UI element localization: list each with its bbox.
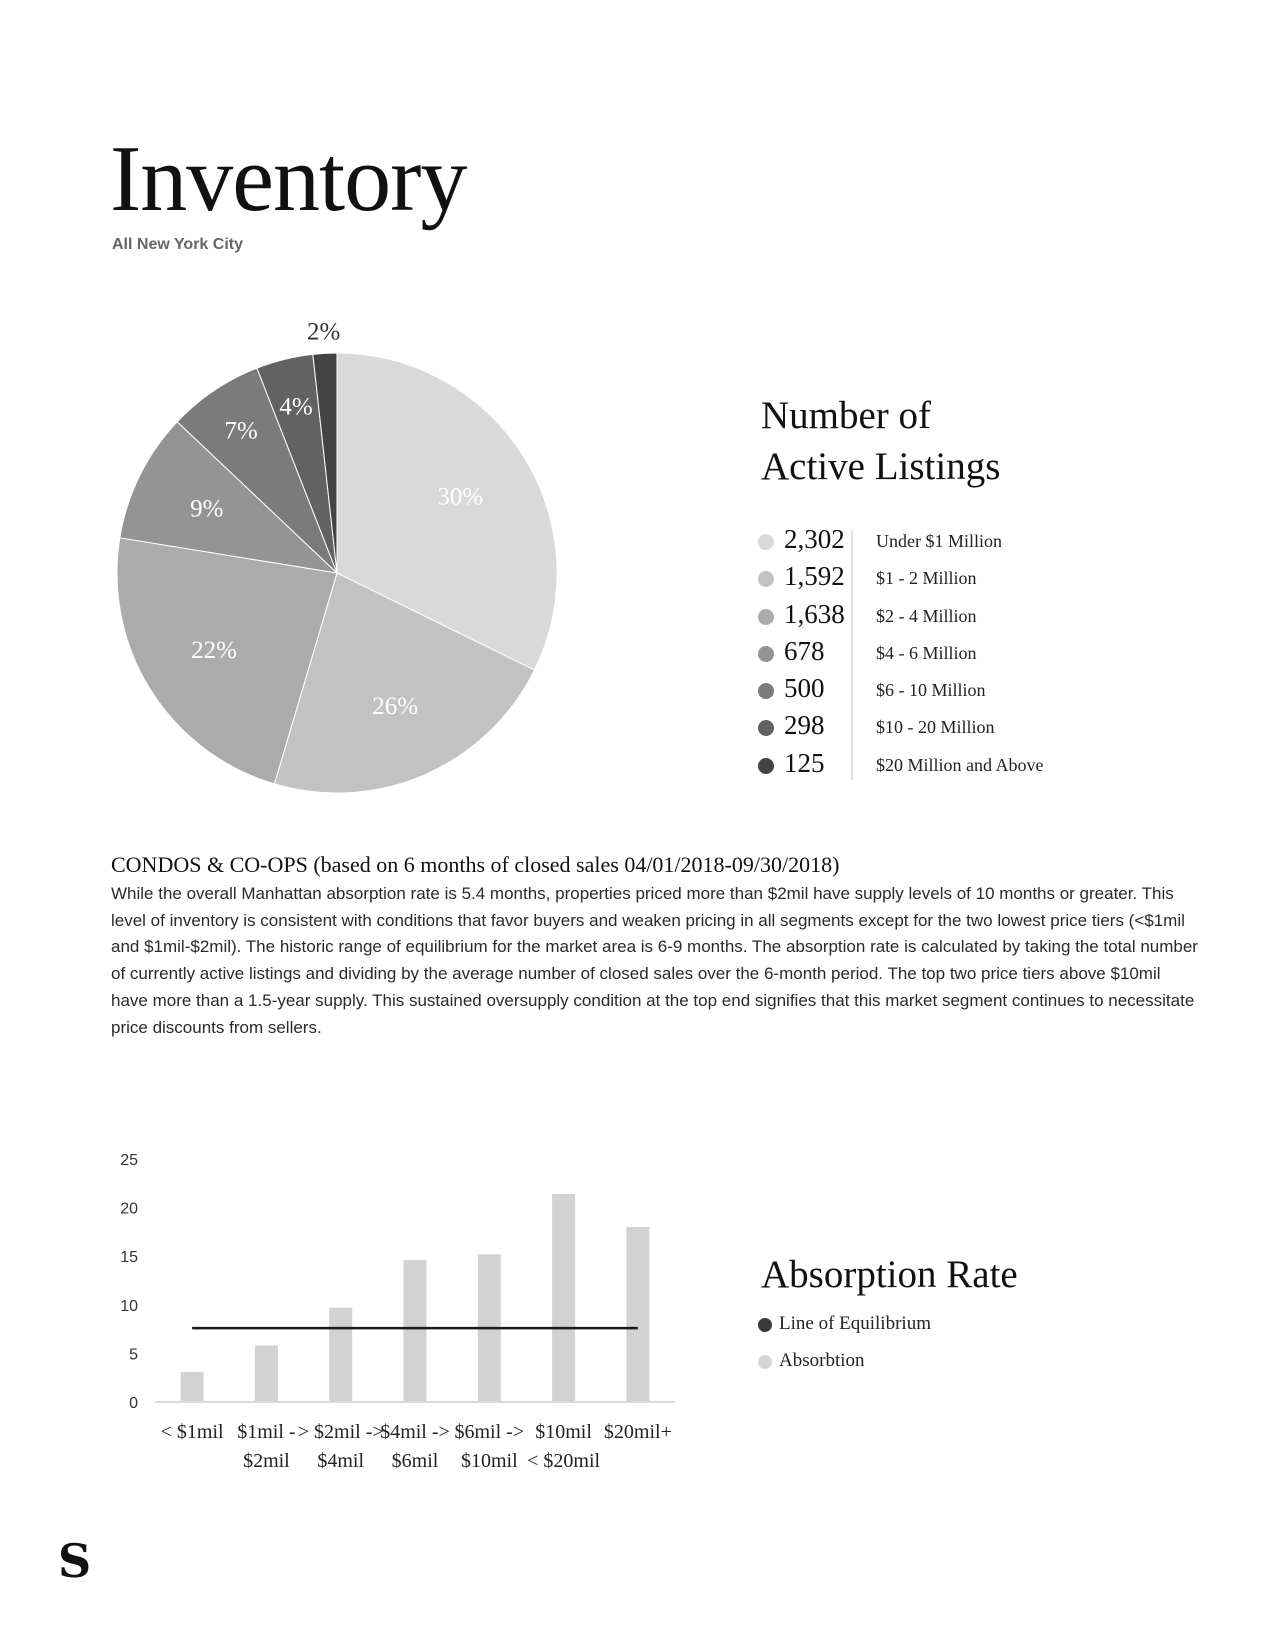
legend-count: 500 (784, 673, 825, 704)
absorption-bar (552, 1194, 575, 1402)
legend-range: $4 - 6 Million (876, 642, 977, 663)
legend-dot-icon (758, 571, 774, 587)
x-axis-tick-label: $6mil -> (454, 1421, 525, 1443)
absorption-legend-label: Absorbtion (779, 1350, 865, 1371)
legend-dot-icon (758, 646, 774, 662)
legend-range: $2 - 4 Million (876, 605, 977, 626)
absorption-legend-label: Line of Equilibrium (779, 1313, 931, 1334)
legend-range: $1 - 2 Million (876, 568, 977, 589)
legend-row (758, 635, 1098, 675)
legend-dot-icon (758, 758, 774, 774)
listings-heading (761, 390, 1000, 492)
legend-row (758, 675, 1098, 712)
x-axis-tick-label: $4mil (317, 1450, 365, 1472)
legend-count: 2,302 (784, 524, 845, 554)
absorption-bar (255, 1346, 278, 1402)
legend-range: Under $1 Million (876, 531, 1002, 551)
y-axis-tick-label: 15 (120, 1249, 138, 1267)
page-title: Inventory (110, 127, 467, 231)
x-axis-tick-label: $2mil (243, 1450, 290, 1472)
y-axis-tick-label: 10 (120, 1297, 138, 1315)
x-axis-tick-label: < $1mil (160, 1421, 224, 1443)
absorption-heading: Absorption Rate (761, 1253, 1018, 1296)
legend-row (758, 598, 1098, 638)
legend-row (758, 747, 1098, 787)
legend-range: $20 Million and Above (876, 754, 1044, 775)
legend-dot-icon (758, 683, 774, 699)
legend-dot-icon (758, 609, 774, 625)
x-axis-tick-label: $6mil (391, 1450, 439, 1472)
x-axis-tick-label: $20mil+ (603, 1421, 672, 1443)
legend-count: 1,592 (784, 561, 845, 592)
x-axis-tick-label: < $20mil (527, 1450, 601, 1472)
absorption-bar (181, 1372, 204, 1402)
page-subtitle: All New York City (112, 236, 243, 253)
brand-logo: S (58, 1534, 92, 1588)
legend-row (758, 526, 1098, 563)
legend-count: 1,638 (784, 598, 845, 629)
y-axis-tick-label: 25 (120, 1152, 138, 1169)
listings-heading-line1: Number of (761, 394, 932, 437)
condos-heading: CONDOS & CO-OPS (based on 6 months of closed sales 04/01/2018-09/30/2018) (111, 852, 840, 877)
absorption-bar (626, 1227, 649, 1402)
pie-percent-label: 30% (437, 483, 484, 511)
listings-heading-line2: Active Listings (761, 445, 1001, 488)
absorption-bar-chart (0, 1140, 720, 1490)
condos-body-text: While the overall Manhattan absorption rate is 5.4 months, properties priced more than $2mil have supply levels of 10 months or greater. This level of inventory is consistent with conditions that favor buyers and weaken pricing in all segments except for the two lowest price tiers (<$1mil and $1mil-$2mil). The historic range of equilibrium for the market area is 6-9 months. The absorption rate is calculated by taking the total number of currently active listings and dividing by the average number of closed sales over the 6-month period. The top two price tiers above $10mil have more than a 1.5-year supply. This sustained oversupply condition at the top end signifies that this market segment continues to necessitate price discounts from sellers. (111, 884, 1198, 1037)
pie-percent-label: 2% (307, 318, 341, 346)
listings-pie-chart (0, 0, 700, 820)
legend-row (758, 712, 1098, 749)
legend-row (758, 563, 1098, 600)
y-axis-tick-label: 20 (120, 1200, 138, 1218)
legend-range: $6 - 10 Million (876, 680, 986, 701)
pie-percent-label: 9% (190, 495, 224, 523)
x-axis-tick-label: $10mil (535, 1421, 592, 1443)
x-axis-tick-label: $4mil -> (380, 1421, 450, 1443)
legend-dot-icon (758, 720, 774, 736)
pie-percent-label: 22% (191, 637, 237, 665)
legend-range: $10 - 20 Million (876, 717, 995, 738)
pie-percent-label: 26% (372, 693, 419, 720)
x-axis-tick-label: $10mil (460, 1450, 518, 1472)
legend-dot-icon (758, 1355, 772, 1369)
y-axis-tick-label: 5 (129, 1346, 138, 1364)
absorption-bar (404, 1260, 427, 1402)
y-axis-tick-label: 0 (129, 1395, 138, 1412)
listings-legend (758, 526, 1098, 787)
legend-count: 125 (784, 747, 825, 778)
x-axis-tick-label: $1mil - (237, 1421, 296, 1443)
legend-dot-icon (758, 1318, 772, 1332)
legend-dot-icon (758, 534, 774, 550)
pie-percent-label: 4% (279, 393, 313, 421)
legend-count: 678 (784, 635, 825, 666)
x-axis-tick-label: > $2mil -> (297, 1421, 384, 1443)
absorption-bar (329, 1308, 352, 1402)
legend-count: 298 (784, 710, 825, 741)
pie-percent-label: 7% (224, 417, 258, 445)
